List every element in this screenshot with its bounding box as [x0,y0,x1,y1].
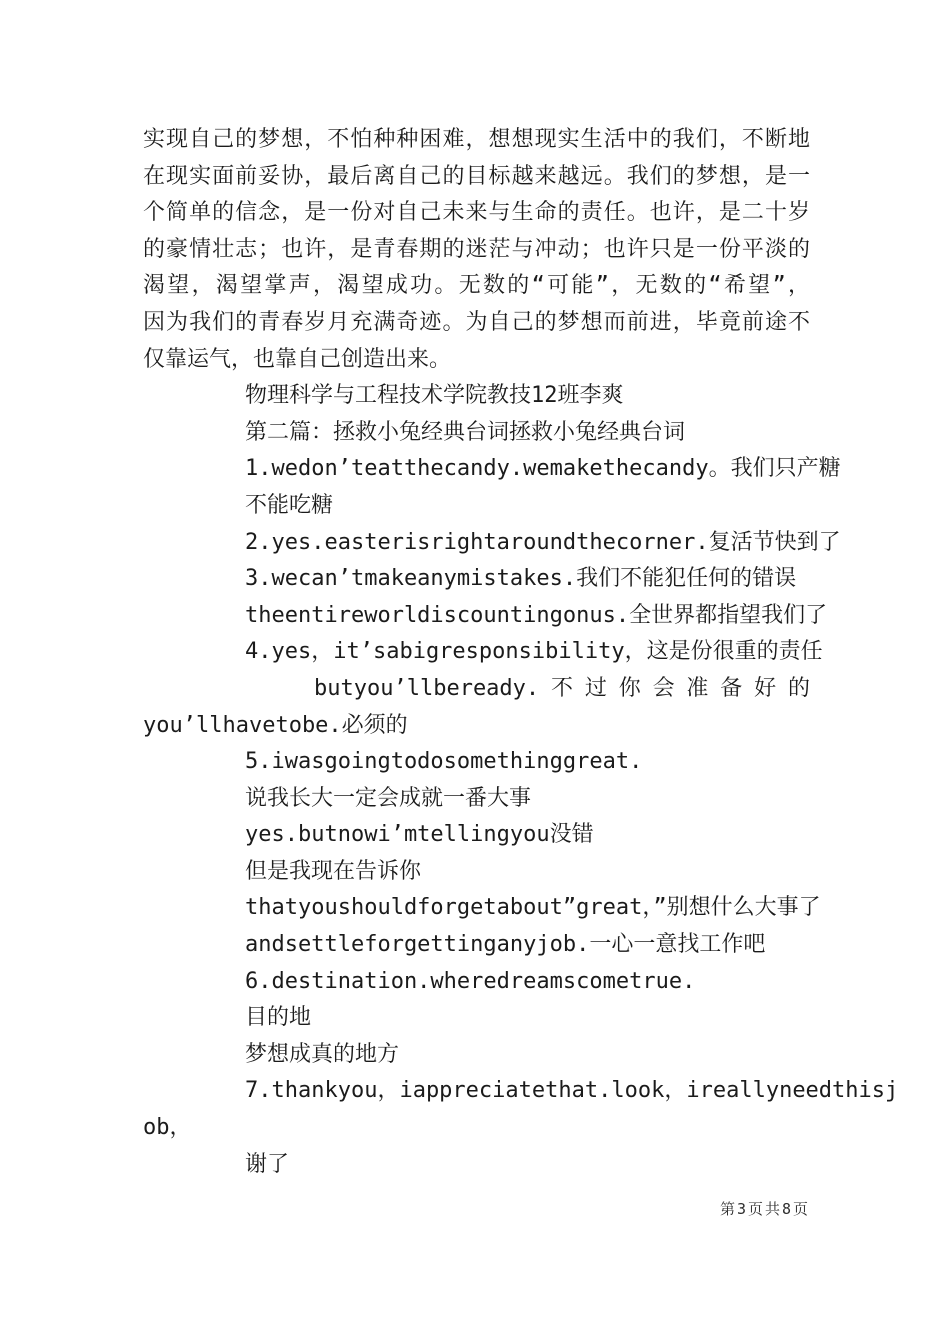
text-line: 2.yes.easterisrightaroundthecorner.复活节快到了 [245,529,841,555]
text-line: 说我长大一定会成就一番大事 [245,785,532,811]
text-line: 4.yes，it’sabigresponsibility，这是份很重的责任 [245,639,823,665]
text-line: 目的地 [245,1005,312,1031]
text-line: 5.iwasgoingtodosomethinggreat. [245,749,643,775]
text-line: thatyoushouldforgetabout”great，”别想什么大事了 [245,895,821,921]
text-line: ob， [143,1115,192,1141]
text-line: 7.thankyou，iappreciatethat.look，ireallyneedthisj [245,1078,899,1104]
text-line: 但是我现在告诉你 [245,858,422,884]
text-line: yes.butnowi’mtellingyou没错 [245,822,594,848]
text-line: 1.wedon’teatthecandy.wemakethecandy。我们只产糖 [245,456,841,482]
text-line: 仅靠运气，也靠自己创造出来。 [143,346,452,372]
text-line: 不能吃糖 [245,492,334,518]
text-line: 谢了 [245,1151,290,1177]
text-line: 渴望，渴望掌声，渴望成功。无数的“可能”，无数的“希望”， [143,273,810,299]
text-line: 6.destination.wheredreamscometrue. [245,968,696,994]
text-line: 的豪情壮志；也许，是青春期的迷茫与冲动；也许只是一份平淡的 [143,236,810,262]
text-line: theentireworldiscountingonus.全世界都指望我们了 [245,602,828,628]
text-line: 因为我们的青春岁月充满奇迹。为自己的梦想而前进，毕竟前途不 [143,309,810,335]
text-line-author: 物理科学与工程技术学院教技12班李爽 [245,383,624,409]
text-line-section-title: 第二篇：拯救小兔经典台词拯救小兔经典台词 [245,419,686,445]
text-line: 个简单的信念，是一份对自己未来与生命的责任。也许，是二十岁 [143,200,810,226]
document-body [143,122,899,1183]
text-line: 在现实面前妥协，最后离自己的目标越来越远。我们的梦想，是一 [143,163,810,189]
text-line: 实现自己的梦想，不怕种种困难，想想现实生活中的我们，不断地 [143,127,810,152]
text-line: butyou’llbeready.不过你会准备好的 [314,675,810,701]
text-line: andsettleforgettinganyjob.一心一意找工作吧 [245,932,766,958]
text-line: you’llhavetobe.必须的 [143,712,408,738]
page-number: 第3页共8页 [719,1200,810,1218]
text-line: 3.wecan’tmakeanymistakes.我们不能犯任何的错误 [245,566,797,592]
text-line: 梦想成真的地方 [245,1041,400,1067]
